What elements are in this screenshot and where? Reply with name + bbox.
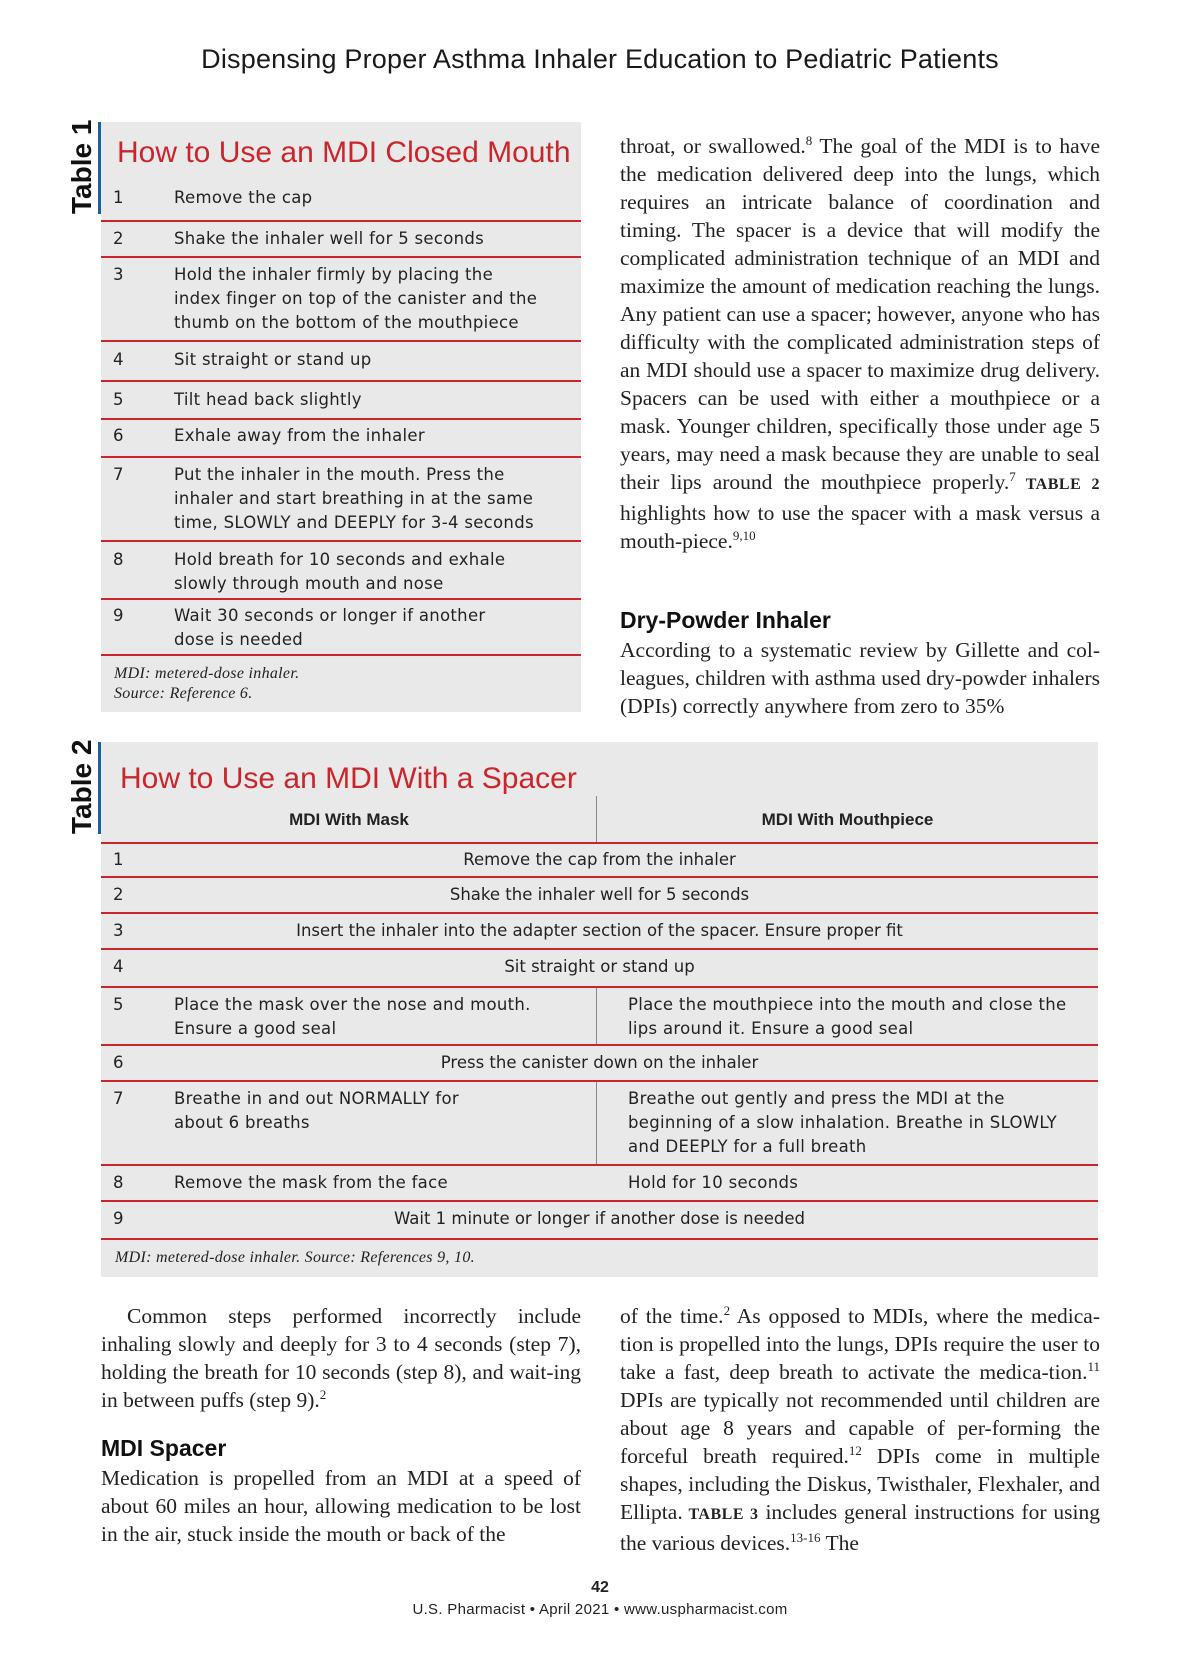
table1-row: 7 Put the inhaler in the mouth. Press the inhaler and start breathing in at the same time, SLOWLY and DEEPLY for 3-4 seconds	[101, 458, 581, 542]
table2-row: 2 Shake the inhaler well for 5 seconds	[101, 878, 1098, 914]
table2-row: 8 Remove the mask from the face Hold for 10 seconds	[101, 1166, 1098, 1202]
table1-row: 3 Hold the inhaler firmly by placing the index finger on top of the canister and the thumb on the bottom of the mouthpiece	[101, 258, 581, 342]
table2-row: 3 Insert the inhaler into the adapter section of the spacer. Ensure proper fit	[101, 914, 1098, 950]
table1-row: 8 Hold breath for 10 seconds and exhale slowly through mouth and nose	[101, 542, 581, 600]
table1-label: Table 1	[62, 122, 103, 214]
heading-mdi-spacer: MDI Spacer	[101, 1435, 227, 1461]
table2-row: 4 Sit straight or stand up	[101, 950, 1098, 988]
table2-row: 9 Wait 1 minute or longer if another dose is needed	[101, 1202, 1098, 1240]
footer-line: U.S. Pharmacist • April 2021 • www.uspharmacist.com	[412, 1601, 788, 1618]
body-column-right-bottom	[620, 1302, 1100, 1557]
table1-title: How to Use an MDI Closed Mouth	[117, 136, 571, 169]
col-divider	[596, 988, 597, 1044]
col-divider	[596, 1082, 597, 1164]
paragraph: of the time.$^2$ As opposed to MDIs, where the medica-tion is propelled into the lungs, DPIs require the user to take a fast, deep breath to activate the medica-tion.$^{11}$ DPIs are typically not recommended until children are about age 8 years and capable of per-forming the forceful breath required.$^{12}$ DPIs come in multiple shapes, including the Diskus, Twisthaler, Flexhaler, and Ellipta. TABLE 3 includes general instructions for using the various devices.$^{13-16}$ The	[620, 1302, 1101, 1555]
table1-row: 9 Wait 30 seconds or longer if another dose is needed	[101, 600, 581, 656]
table1-row: 6 Exhale away from the inhaler	[101, 420, 581, 458]
heading-dry-powder: Dry-Powder Inhaler	[620, 607, 831, 633]
paragraph: According to a systematic review by Gillette and col-leagues, children with asthma used dry-powder inhalers (DPIs) correctly anywhere from zero to 35%	[620, 638, 1100, 718]
table2-label: Table 2	[62, 742, 103, 834]
table2-row: 5 Place the mask over the nose and mouth. Ensure a good seal Place the mouthpiece into the mouth and close the lips around it. Ensure a good seal	[101, 988, 1098, 1046]
table1-row: 5 Tilt head back slightly	[101, 382, 581, 420]
table2	[101, 742, 1098, 1277]
table1	[101, 122, 581, 712]
paragraph: Medication is propelled from an MDI at a speed of about 60 miles an hour, allowing medication to be lost in the air, stuck inside the mouth or back of the	[101, 1466, 581, 1546]
table1-row: 4 Sit straight or stand up	[101, 342, 581, 382]
table2-row: 6 Press the canister down on the inhaler	[101, 1046, 1098, 1082]
table2-header: MDI With Mask MDI With Mouthpiece	[101, 796, 1098, 844]
table1-row: 2 Shake the inhaler well for 5 seconds	[101, 222, 581, 258]
table1-footnote: MDI: metered-dose inhaler. Source: Reference 6.	[114, 665, 300, 702]
table2-row: 7 Breathe in and out NORMALLY for about 6 breaths Breathe out gently and press the MDI at the beginning of a slow inhalation. Breathe in SLOWLY and DEEPLY for a full breath	[101, 1082, 1098, 1166]
body-column-left-bottom-2	[101, 1464, 581, 1548]
table2-footnote: MDI: metered-dose inhaler. Source: References 9, 10.	[115, 1249, 475, 1266]
col-divider	[596, 796, 597, 842]
table2-row: 1 Remove the cap from the inhaler	[101, 844, 1098, 878]
table1-row: 1 Remove the cap	[101, 174, 581, 222]
body-column-right-top	[620, 132, 1100, 555]
body-column-right-mid	[620, 636, 1100, 720]
body-column-left-bottom	[101, 1302, 581, 1414]
paragraph: Common steps performed incorrectly include inhaling slowly and deeply for 3 to 4 seconds (step 7), holding the breath for 10 seconds (step 8), and wait-ing in between puffs (step 9).$^2$	[101, 1304, 581, 1412]
running-head: Dispensing Proper Asthma Inhaler Education to Pediatric Patients	[201, 44, 999, 74]
page-number: 42	[591, 1579, 609, 1596]
paragraph: throat, or swallowed.$^8$ The goal of the MDI is to have the medication delivered deep into the lungs, which requires an intricate balance of coordination and timing. The spacer is a device that will modify the complicated administration technique of an MDI and maximize the amount of medication reaching the lungs. Any patient can use a spacer; however, anyone who has difficulty with the complicated administration steps of an MDI should use a spacer to maximize drug delivery. Spacers can be used with either a mouthpiece or a mask. Younger children, specifically those under age 5 years, may need a mask because they are unable to seal their lips around the mouthpiece properly.$^7$ TABLE 2 highlights how to use the spacer with a mask versus a mouth-piece.$^{9,10}$	[620, 132, 1101, 553]
table2-title: How to Use an MDI With a Spacer	[120, 762, 577, 795]
